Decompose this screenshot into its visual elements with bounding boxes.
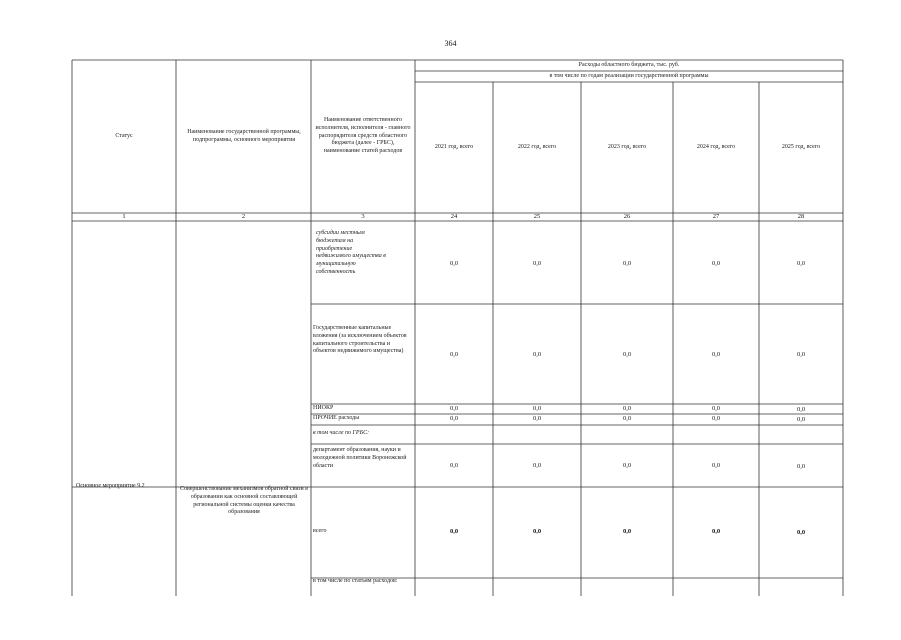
column-number: 26 xyxy=(623,213,631,220)
table-cell: 0,0 xyxy=(532,351,542,358)
table-cell: 0,0 xyxy=(622,351,632,358)
table-cell: 0,0 xyxy=(796,463,806,470)
table-cell: 0,0 xyxy=(796,529,806,536)
table-cell: 0,0 xyxy=(622,528,632,535)
table-cell: 0,0 xyxy=(796,416,806,423)
table-cell: 0,0 xyxy=(532,405,542,412)
table-cell: 0,0 xyxy=(711,415,721,422)
table-cell: 0,0 xyxy=(711,462,721,469)
table-cell: 0,0 xyxy=(796,351,806,358)
measure-name: Совершенствование механизмов обратной связи в образовании как основной составляющей региональной системы оценки качества образования xyxy=(179,486,309,516)
table-cell: 0,0 xyxy=(622,462,632,469)
measure-status: Основное мероприятие 9.2 xyxy=(76,483,145,489)
row-label-department: департамент образования, науки и молодежной политики Воронежской области xyxy=(313,447,407,469)
column-number: 28 xyxy=(797,213,805,220)
page-number: 364 xyxy=(444,39,457,48)
header-year-2021: 2021 год, всего xyxy=(434,143,474,150)
column-number: 1 xyxy=(122,213,126,220)
table-cell: 0,0 xyxy=(711,528,721,535)
row-label-subsidies: субсидии местным бюджетам на приобретение недвижимого имущества в муниципальную собственность xyxy=(316,230,386,275)
table-cell: 0,0 xyxy=(532,415,542,422)
column-number: 27 xyxy=(712,213,720,220)
table-cell: 0,0 xyxy=(622,415,632,422)
table-cell: 0,0 xyxy=(449,462,459,469)
table-cell: 0,0 xyxy=(532,260,542,267)
table-cell: 0,0 xyxy=(532,528,542,535)
table-cell: 0,0 xyxy=(622,260,632,267)
table-cell: 0,0 xyxy=(711,351,721,358)
row-label-by-grbs: в том числе по ГРБС: xyxy=(313,430,370,436)
header-executor-name: Наименование ответственного исполнителя, исполнителя - главного распорядителя средств областного бюджета (далее - ГРБС), наименование статей расходов xyxy=(315,117,411,155)
table-cell: 0,0 xyxy=(449,415,459,422)
table-cell: 0,0 xyxy=(449,405,459,412)
header-program-name: Наименование государственной программы, подпрограммы, основного мероприятия xyxy=(187,128,301,143)
table-cell: 0,0 xyxy=(449,528,459,535)
row-label-capital-investments: Государственные капитальные вложения (за исключением объектов капитального строительства и объектов недвижимого имущества) xyxy=(313,325,407,355)
column-number: 25 xyxy=(533,213,541,220)
header-by-years: в том числе по годам реализации государственной программы xyxy=(549,72,709,79)
column-number: 2 xyxy=(241,213,246,220)
header-year-2023: 2023 год, всего xyxy=(607,143,647,150)
table-cell: 0,0 xyxy=(796,260,806,267)
header-status: Статус xyxy=(115,132,133,139)
header-year-2022: 2022 год, всего xyxy=(517,143,557,150)
header-year-2025: 2025 год, всего xyxy=(781,143,821,150)
table-cell: 0,0 xyxy=(449,351,459,358)
column-number: 3 xyxy=(361,213,365,220)
column-number: 24 xyxy=(450,213,458,220)
table-cell: 0,0 xyxy=(711,405,721,412)
table-cell: 0,0 xyxy=(796,406,806,413)
table-cell: 0,0 xyxy=(622,405,632,412)
header-budget-title: Расходы областного бюджета, тыс. руб. xyxy=(578,61,680,68)
row-label-niokr: НИОКР xyxy=(313,405,334,411)
table-cell: 0,0 xyxy=(711,260,721,267)
row-label-other-expenses: ПРОЧИЕ расходы xyxy=(313,415,360,421)
table-cell: 0,0 xyxy=(449,260,459,267)
row-label-by-expense-items: в том числе по статьям расходов: xyxy=(313,578,398,584)
table-cell: 0,0 xyxy=(532,462,542,469)
row-label-total: всего xyxy=(313,528,327,534)
header-year-2024: 2024 год, всего xyxy=(696,143,736,150)
